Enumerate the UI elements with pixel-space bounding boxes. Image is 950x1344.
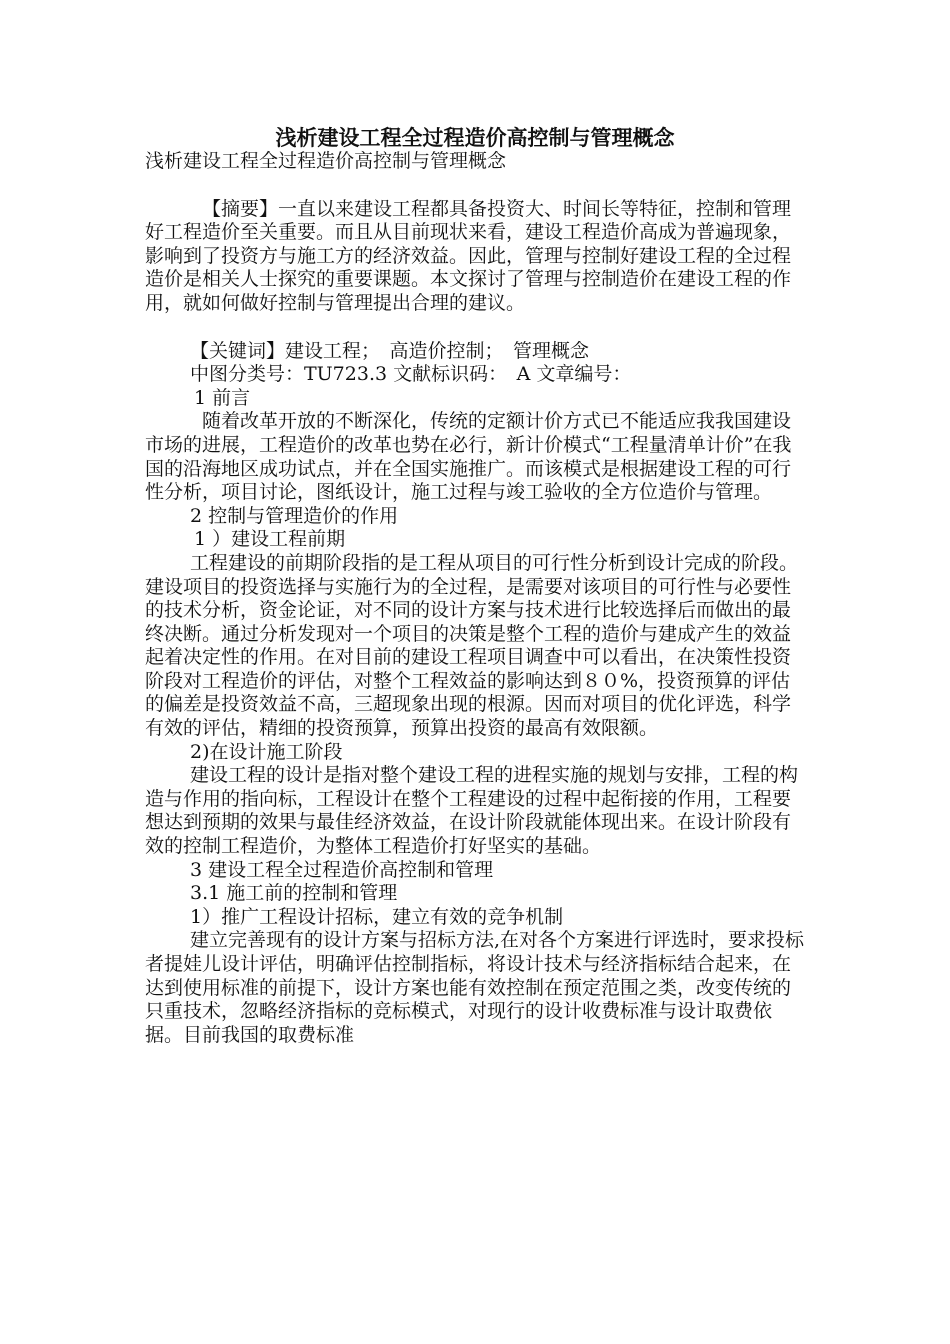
subsection-heading: 2)在设计施工阶段 bbox=[190, 740, 343, 763]
document-body bbox=[145, 150, 805, 1047]
subsection-heading: 1）推广工程设计招标，建立有效的竞争机制 bbox=[190, 905, 564, 928]
spacer bbox=[145, 316, 805, 340]
document-title: 浅析建设工程全过程造价高控制与管理概念 bbox=[275, 125, 675, 150]
section-paragraph: 工程建设的前期阶段指的是工程从项目的可行性分析到设计完成的阶段。建设项目的投资选择与实施行为的全过程，是需要对该项目的可行性与必要性的技术分析，资金论证，对不同的设计方案与技术进行比较选择后而做出的最终决断。通过分析发现对一个项目的决策是整个工程的造价与建成产生的效益起着决定性的作用。在对目前的建设工程项目调查中可以看出，在决策性投资阶段对工程造价的评估，对整个工程效益的影响达到８０%，投资预算的评估的偏差是投资效益不高，三超现象出现的根源。因而对项目的优化评选，科学有效的评估，精细的投资预算，预算出投资的最高有效限额。 bbox=[145, 551, 799, 740]
keywords-line: 【关键词】建设工程； 高造价控制； 管理概念 bbox=[190, 339, 590, 362]
subsection-heading: 3.1 施工前的控制和管理 bbox=[190, 882, 398, 905]
section-paragraph: 建设工程的设计是指对整个建设工程的进程实施的规划与安排，工程的构造与作用的指向标，工程设计在整个工程建设的过程中起衔接的作用，工程要想达到预期的效果与最佳经济效益，在设计阶段就能体现出来。在设计阶段有效的控制工程造价，为整体工程造价打好坚实的基础。 bbox=[145, 764, 799, 858]
abstract-paragraph: 【摘要】一直以来建设工程都具备投资大、时间长等特征，控制和管理好工程造价至关重要。而且从目前现状来看，建设工程造价高成为普遍现象，影响到了投资方与施工方的经济效益。因此，管理与控制好建设工程的全过程造价是相关人士探究的重要课题。本文探讨了管理与控制造价在建设工程的作用，就如何做好控制与管理提出合理的建议。 bbox=[145, 197, 792, 314]
section-heading: 3 建设工程全过程造价高控制和管理 bbox=[190, 858, 494, 881]
section-paragraph: 建立完善现有的设计方案与招标方法,在对各个方案进行评选时，要求投标者提娃儿设计评估，明确评估控制指标，将设计技术与经济指标结合起来，在达到使用标准的前提下，设计方案也能有效控制在预定范围之类，改变传统的只重技术，忽略经济指标的竞标模式，对现行的设计收费标准与设计取费依据。目前我国的取费标准 bbox=[145, 929, 805, 1046]
section-heading: 2 控制与管理造价的作用 bbox=[190, 504, 399, 527]
section-heading: 1 前言 bbox=[194, 386, 251, 409]
classification-line: 中图分类号：TU723.3 文献标识码： A 文章编号： bbox=[190, 363, 632, 386]
subsection-heading: 1 ）建设工程前期 bbox=[194, 528, 346, 551]
section-paragraph: 随着改革开放的不断深化，传统的定额计价方式已不能适应我我国建设市场的进展，工程造价的改革也势在必行，新计价模式“工程量清单计价”在我国的沿海地区成功试点，并在全国实施推广。而该模式是根据建设工程的可行性分析，项目讨论，图纸设计，施工过程与竣工验收的全方位造价与管理。 bbox=[145, 410, 792, 504]
spacer bbox=[145, 174, 805, 198]
document-subtitle: 浅析建设工程全过程造价高控制与管理概念 bbox=[145, 150, 507, 172]
